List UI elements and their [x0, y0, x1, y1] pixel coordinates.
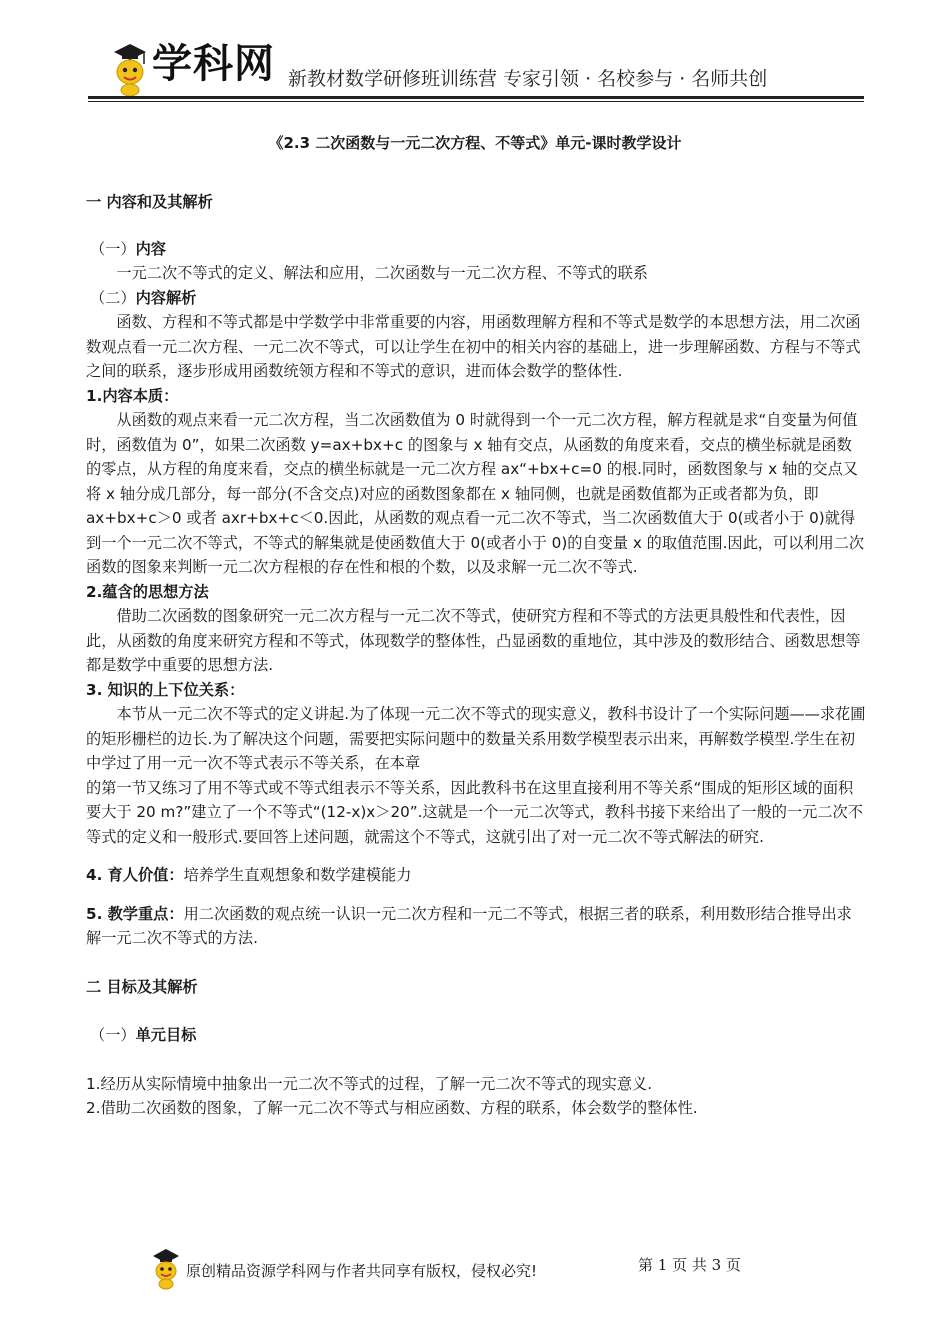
- point-4-text: 培养学生直观想象和数学建模能力: [183, 866, 412, 884]
- mascot-footer-icon: [150, 1246, 182, 1290]
- document-title: 《2.3 二次函数与一元二次方程、不等式》单元-课时教学设计: [268, 134, 682, 152]
- paragraph-content: 一元二次不等式的定义、解法和应用，二次函数与一元二次方程、不等式的联系: [116, 264, 648, 282]
- section-heading-1: 一 内容和及其解析: [86, 193, 213, 211]
- subsection-title: 单元目标: [135, 1026, 197, 1044]
- subsection-label: （一）: [90, 239, 136, 258]
- point-5-text: 用二次函数的观点统一认识一元二次方程和一元二不等式，根据三者的联系，利用数形结合推导出求解一元二次不等式的方法.: [86, 904, 852, 947]
- footer-copyright: 原创精品资源学科网与作者共同享有版权，侵权必究!: [186, 1262, 538, 1280]
- point-heading-4: 4. 育人价值：: [86, 866, 184, 884]
- subsection-title: 内容解析: [135, 288, 197, 307]
- header-slogan: 新教材数学研修班训练营 专家引领 · 名校参与 · 名师共创: [288, 68, 768, 90]
- point-4: [86, 863, 866, 888]
- subsection-heading-analysis: [86, 286, 866, 311]
- subsection-title: 内容: [135, 239, 166, 258]
- subsection-label: （二）: [90, 288, 136, 307]
- subsection-heading-content: [86, 237, 866, 262]
- section-heading-2: 二 目标及其解析: [86, 977, 198, 996]
- goal-item-1: 1.经历从实际情境中抽象出一元二次不等式的过程，了解一元二次不等式的现实意义.: [86, 1074, 653, 1093]
- point-5: [86, 902, 866, 951]
- point-heading-3: 3. 知识的上下位关系：: [86, 680, 245, 699]
- header-rule-thin: [88, 101, 864, 102]
- header-rule-thick: [88, 96, 864, 99]
- paragraph-point-2: 借助二次函数的图象研究一元二次方程与一元二次不等式，使研究方程和不等式的方法更具般性和代表性，因此，从函数的角度来研究方程和不等式，体现数学的整体性，凸显函数的重地位，其中涉及的数形结合、函数思想等都是数学中重要的思想方法.: [86, 607, 861, 674]
- mascot-logo-icon: [110, 40, 150, 98]
- subsection-label: （一）: [90, 1026, 136, 1044]
- paragraph-point-1: 从函数的观点来看一元二次方程，当二次函数值为 0 时就得到一个一元二次方程，解方程就是求“自变量为何值时，函数值为 0”，如果二次函数 y=ax+bx+c 的图象与 x 轴有交点，从函数的角度来看，交点的横坐标就是函数的零点，从方程的角度来看，交点的横坐标就是一元二次方程 ax“+bx+c=0 的根.同时，函数图象与 x 轴的交点又将 x 轴分成几部分，每一部分(不含交点)对应的函数图象都在 x 轴同侧，也就是函数值都为正或者都为负，即 ax+bx+c＞0 或者 axr+bx+c＜0.因此，从函数的观点看一元二次不等式，当二次函数值大于 0(或者小于 0)就得到一个一元二次不等式，不等式的解集就是使函数值大于 0(或者小于 0)的自变量 x 的取值范围.因此，可以利用二次函数的图象来判断一元二次方程根的存在性和根的个数，以及求解一元二次不等式.: [86, 411, 865, 576]
- logo-text: 学科网: [152, 41, 275, 87]
- goal-item-2: 2.借助二次函数的图象，了解一元二次不等式与相应函数、方程的联系，体会数学的整体性.: [86, 1099, 698, 1117]
- page-footer: [150, 1246, 770, 1290]
- subsection-heading-goals: [86, 1023, 866, 1048]
- page-header: [88, 36, 864, 100]
- page-number: 第 1 页 共 3 页: [638, 1256, 741, 1274]
- document-body: [86, 190, 866, 1121]
- paragraph-point-3b: 的第一节又练习了用不等式或不等式组表示不等关系，因此教科书在这里直接利用不等关系“围成的矩形区域的面积要大于 20 m?”建立了一个不等式“(12-x)x＞20”.这就是一个一元二次等式，教科书接下来给出了一般的一元二次不等式的定义和一般形式.要回答上述问题，就需这个不等式，这就引出了对一元二次不等式解法的研究.: [86, 778, 863, 846]
- paragraph-analysis: 函数、方程和不等式都是中学数学中非常重要的内容，用函数理解方程和不等式是数学的本思想方法，用二次函数观点看一元二次方程、一元二次不等式，可以让学生在初中的相关内容的基础上，进一步理解函数、方程与不等式之间的联系，逐步形成用函数统领方程和不等式的意识，进而体会数学的整体性.: [86, 313, 861, 380]
- point-heading-5: 5. 教学重点：: [86, 904, 184, 923]
- paragraph-point-3a: 本节从一元二次不等式的定义讲起.为了体现一元二次不等式的现实意义，教科书设计了一个实际问题——求花圃的矩形栅栏的边长.为了解决这个问题，需要把实际问题中的数量关系用数学模型表示出来，再解数学模型.学生在初中学过了用一元一次不等式表示不等关系，在本章: [86, 705, 866, 772]
- point-heading-1: 1.内容本质：: [86, 386, 179, 405]
- point-heading-2: 2.蕴含的思想方法: [86, 582, 209, 601]
